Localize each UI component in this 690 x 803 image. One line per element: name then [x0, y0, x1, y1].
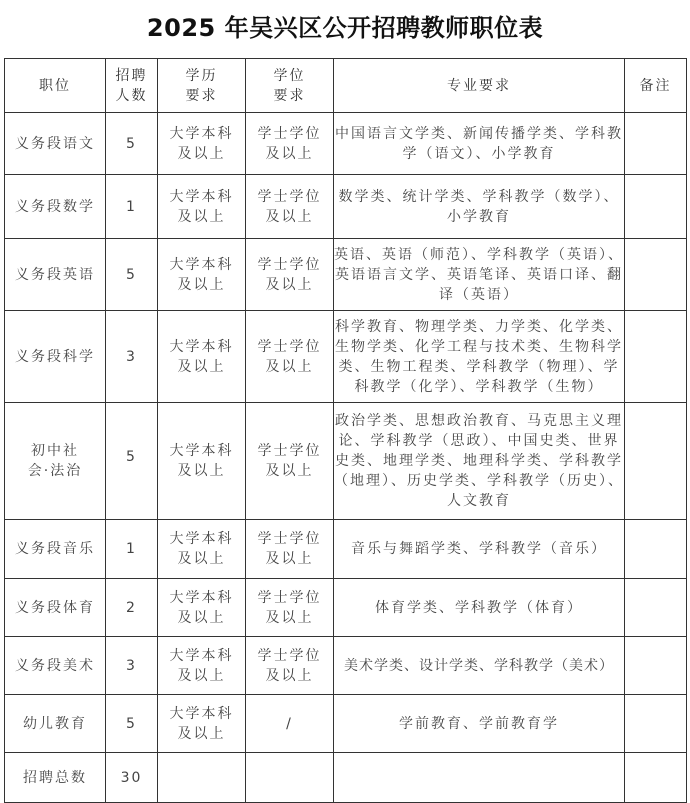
position-cell: 义务段英语 — [5, 239, 106, 311]
degree-cell: 学士学位 及以上 — [246, 579, 334, 637]
major-cell: 体育学类、学科教学（体育） — [334, 579, 625, 637]
major-cell: 美术学类、设计学类、学科教学（美术） — [334, 637, 625, 695]
degree-cell: 学士学位 及以上 — [246, 175, 334, 239]
position-cell: 义务段语文 — [5, 113, 106, 175]
header-count: 招聘 人数 — [106, 59, 158, 113]
degree-cell: 学士学位 及以上 — [246, 311, 334, 403]
degree-cell: 学士学位 及以上 — [246, 113, 334, 175]
remark-cell — [625, 520, 687, 579]
education-cell: 大学本科 及以上 — [158, 403, 246, 520]
header-position: 职位 — [5, 59, 106, 113]
remark-cell — [625, 637, 687, 695]
count-cell: 2 — [106, 579, 158, 637]
position-cell: 义务段数学 — [5, 175, 106, 239]
header-education: 学历 要求 — [158, 59, 246, 113]
education-cell: 大学本科 及以上 — [158, 520, 246, 579]
header-degree: 学位 要求 — [246, 59, 334, 113]
position-cell: 幼儿教育 — [5, 695, 106, 753]
count-cell: 3 — [106, 637, 158, 695]
major-cell: 音乐与舞蹈学类、学科教学（音乐） — [334, 520, 625, 579]
major-cell: 学前教育、学前教育学 — [334, 695, 625, 753]
header-remark: 备注 — [625, 59, 687, 113]
header-major: 专业要求 — [334, 59, 625, 113]
page-title: 2025 年吴兴区公开招聘教师职位表 — [146, 14, 544, 42]
table-row — [5, 579, 687, 637]
count-cell: 1 — [106, 175, 158, 239]
major-cell: 政治学类、思想政治教育、马克思主义理论、学科教学（思政）、中国史类、世界史类、地理学类、地理科学类、学科教学（地理）、历史学类、学科教学（历史）、人文教育 — [334, 403, 625, 520]
education-cell: 大学本科 及以上 — [158, 579, 246, 637]
count-cell: 5 — [106, 403, 158, 520]
total-empty-cell — [334, 753, 625, 803]
remark-cell — [625, 175, 687, 239]
count-cell: 5 — [106, 695, 158, 753]
total-empty-cell — [625, 753, 687, 803]
position-cell: 义务段美术 — [5, 637, 106, 695]
remark-cell — [625, 239, 687, 311]
positions-table — [4, 58, 687, 803]
total-label: 招聘总数 — [5, 753, 106, 803]
remark-cell — [625, 113, 687, 175]
table-row — [5, 520, 687, 579]
remark-cell — [625, 311, 687, 403]
count-cell: 3 — [106, 311, 158, 403]
table-row — [5, 695, 687, 753]
table-row — [5, 239, 687, 311]
total-row — [5, 753, 687, 803]
position-cell: 义务段科学 — [5, 311, 106, 403]
table-row — [5, 175, 687, 239]
total-count: 30 — [106, 753, 158, 803]
major-cell: 科学教育、物理学类、力学类、化学类、生物学类、化学工程与技术类、生物科学类、生物工程类、学科教学（物理）、学科教学（化学）、学科教学（生物） — [334, 311, 625, 403]
count-cell: 1 — [106, 520, 158, 579]
education-cell: 大学本科 及以上 — [158, 695, 246, 753]
remark-cell — [625, 579, 687, 637]
education-cell: 大学本科 及以上 — [158, 239, 246, 311]
major-cell: 英语、英语（师范）、学科教学（英语）、英语语言文学、英语笔译、英语口译、翻译（英语） — [334, 239, 625, 311]
remark-cell — [625, 403, 687, 520]
degree-cell: 学士学位 及以上 — [246, 637, 334, 695]
degree-cell: / — [246, 695, 334, 753]
degree-cell: 学士学位 及以上 — [246, 403, 334, 520]
count-cell: 5 — [106, 113, 158, 175]
total-empty-cell — [158, 753, 246, 803]
education-cell: 大学本科 及以上 — [158, 175, 246, 239]
position-cell: 初中社 会·法治 — [5, 403, 106, 520]
education-cell: 大学本科 及以上 — [158, 311, 246, 403]
degree-cell: 学士学位 及以上 — [246, 239, 334, 311]
major-cell: 数学类、统计学类、学科教学（数学）、小学教育 — [334, 175, 625, 239]
table-row — [5, 311, 687, 403]
education-cell: 大学本科 及以上 — [158, 113, 246, 175]
remark-cell — [625, 695, 687, 753]
total-empty-cell — [246, 753, 334, 803]
position-cell: 义务段体育 — [5, 579, 106, 637]
table-row — [5, 637, 687, 695]
header-row — [5, 59, 687, 113]
education-cell: 大学本科 及以上 — [158, 637, 246, 695]
major-cell: 中国语言文学类、新闻传播学类、学科教学（语文）、小学教育 — [334, 113, 625, 175]
position-cell: 义务段音乐 — [5, 520, 106, 579]
degree-cell: 学士学位 及以上 — [246, 520, 334, 579]
table-row — [5, 113, 687, 175]
count-cell: 5 — [106, 239, 158, 311]
table-row — [5, 403, 687, 520]
